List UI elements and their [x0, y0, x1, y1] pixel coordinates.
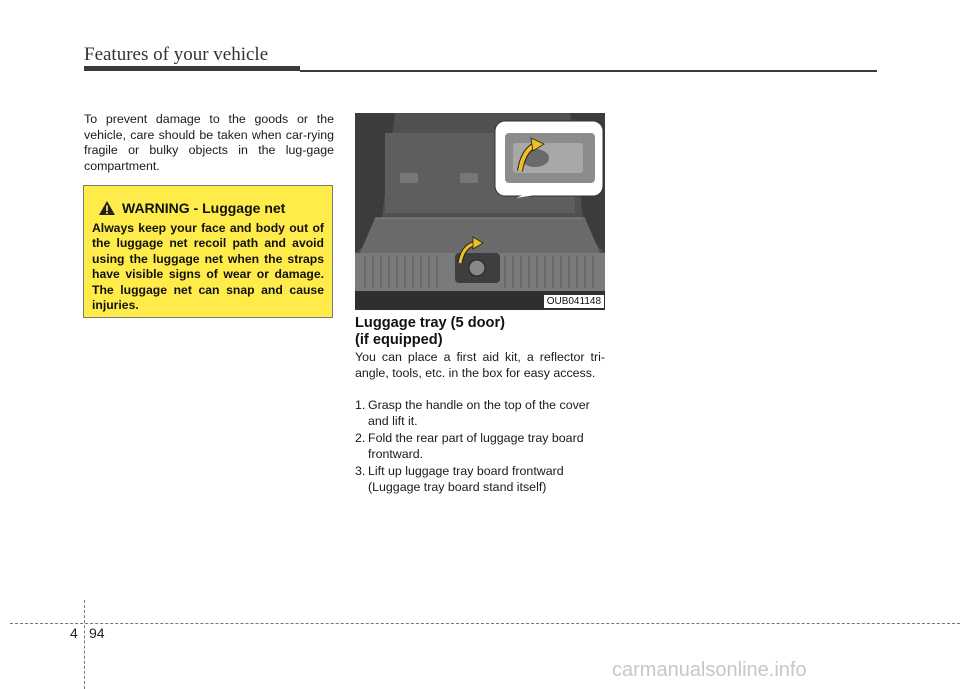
- luggage-tray-figure: [355, 113, 605, 310]
- page-header-title: Features of your vehicle: [84, 44, 269, 65]
- section-title: [355, 315, 505, 349]
- list-item: [355, 431, 605, 462]
- list-item: [355, 464, 605, 495]
- footer-rule: [10, 623, 960, 624]
- luggage-tray-illustration: [355, 113, 605, 310]
- warning-triangle-icon: [98, 200, 116, 216]
- step-text: Grasp the handle on the top of the cover and lift it.: [368, 398, 590, 428]
- step-text: Fold the rear part of luggage tray board frontward.: [368, 431, 584, 461]
- step-number: 3.: [355, 464, 366, 479]
- chapter-number: 4: [70, 625, 78, 641]
- list-item: [355, 398, 605, 429]
- warning-body: Always keep your face and body out of the luggage net recoil path and avoid using the luggage net when the straps have visible signs of wear or damage. The luggage net can snap and cause injuries.: [92, 221, 324, 313]
- steps-list: [355, 398, 605, 498]
- warning-box: [83, 185, 333, 318]
- header-rule-thin: [300, 70, 877, 72]
- warning-title: WARNING - Luggage net: [122, 200, 286, 216]
- section-body: You can place a first aid kit, a reflector tri-angle, tools, etc. in the box for easy access.: [355, 350, 605, 380]
- section-title-line2: (if equipped): [355, 332, 443, 348]
- header-rule: [84, 66, 300, 71]
- step-text: Lift up luggage tray board frontward (Luggage tray board stand itself): [368, 464, 564, 494]
- step-number: 2.: [355, 431, 366, 446]
- footer-divider: [84, 600, 85, 689]
- figure-code-label: OUB041148: [544, 295, 604, 308]
- page-number: 94: [89, 625, 105, 641]
- watermark: carmanualsonline.info: [612, 659, 807, 681]
- warning-header: [98, 200, 285, 216]
- step-number: 1.: [355, 398, 366, 412]
- intro-paragraph: To prevent damage to the goods or the vehicle, care should be taken when car-rying fragile or bulky objects in the lug-gage compartment.: [84, 112, 334, 173]
- section-title-line1: Luggage tray (5 door): [355, 315, 505, 331]
